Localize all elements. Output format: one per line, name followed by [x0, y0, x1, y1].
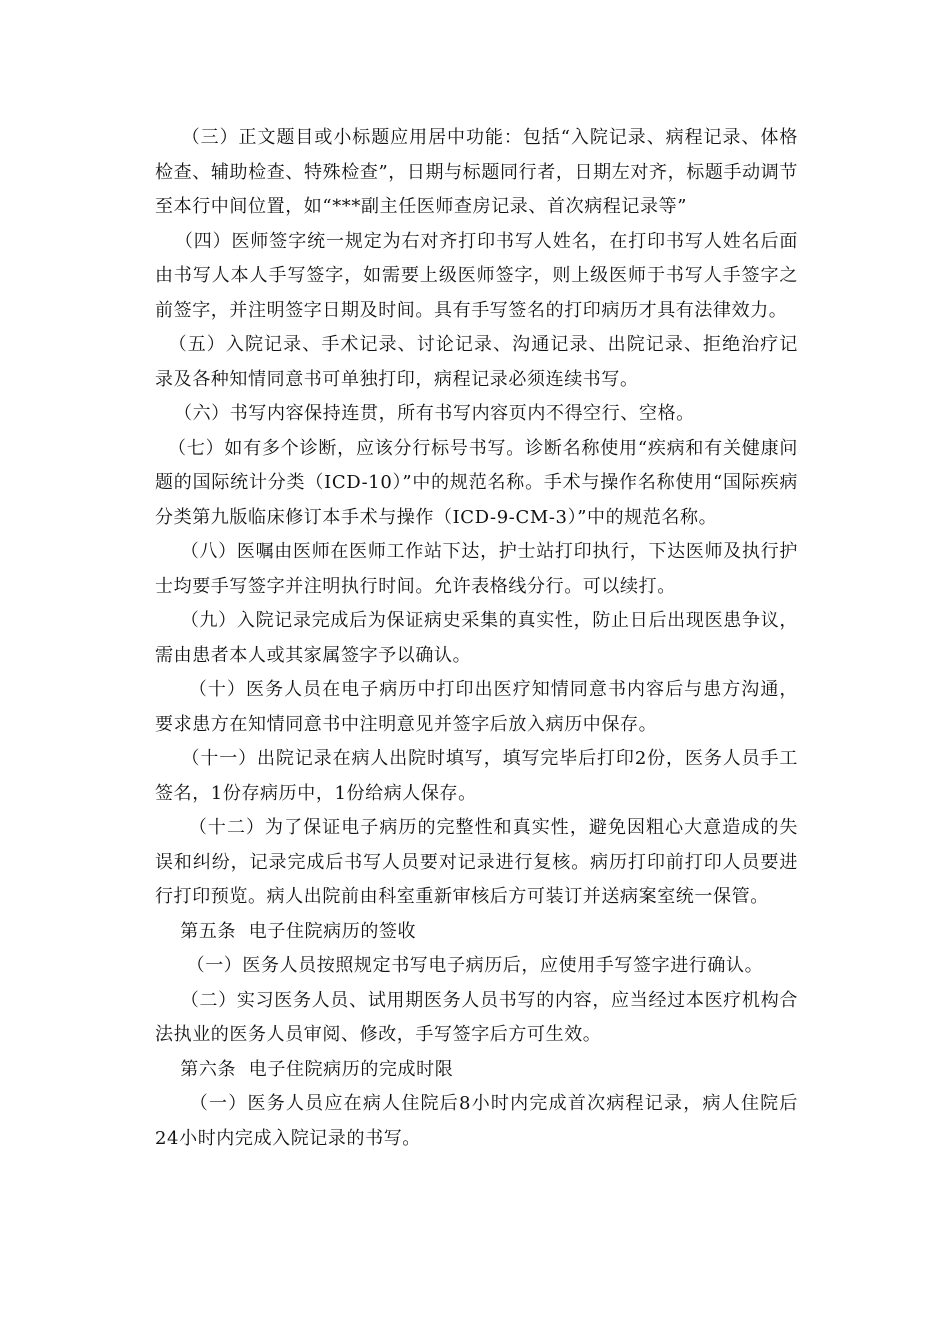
paragraph-10: （十）医务人员在电子病历中打印出医疗知情同意书内容后与患方沟通，要求患方在知情同意书中注明意见并签字后放入病历中保存。 [155, 679, 798, 735]
article-5-heading: 第五条 电子住院病历的签收 [155, 920, 417, 942]
paragraph-8: （八）医嘱由医师在医师工作站下达，护士站打印执行，下达医师及执行护士均要手写签字并注明执行时间。允许表格线分行。可以续打。 [155, 541, 799, 597]
paragraph-6: （六）书写内容保持连贯，所有书写内容页内不得空行、空格。 [155, 403, 695, 424]
paragraph-11: （十一）出院记录在病人出院时填写，填写完毕后打印2份，医务人员手工签名，1份存病历中，1份给病人保存。 [155, 748, 798, 804]
article-6-heading: 第六条 电子住院病历的完成时限 [155, 1058, 454, 1080]
paragraph-7: （七）如有多个诊断，应该分行标号书写。诊断名称使用“疾病和有关健康问题的国际统计分类（ICD-10）”中的规范名称。手术与操作名称使用“国际疾病分类第九版临床修订本手术与操作（ICD-9-CM-3）”中的规范名称。 [155, 437, 798, 528]
paragraph-5: （五）入院记录、手术记录、讨论记录、沟通记录、出院记录、拒绝治疗记录及各种知情同意书可单独打印，病程记录必须连续书写。 [155, 334, 798, 390]
article-5-item-1: （一）医务人员按照规定书写电子病历后，应使用手写签字进行确认。 [155, 955, 764, 976]
article-6-item-1: （一）医务人员应在病人住院后8小时内完成首次病程记录，病人住院后24小时内完成入院记录的书写。 [155, 1093, 799, 1149]
document-body [155, 121, 798, 1156]
paragraph-9: （九）入院记录完成后为保证病史采集的真实性，防止日后出现医患争议，需由患者本人或其家属签字予以确认。 [155, 610, 799, 666]
article-5-item-2: （二）实习医务人员、试用期医务人员书写的内容，应当经过本医疗机构合法执业的医务人员审阅、修改，手写签字后方可生效。 [155, 989, 799, 1045]
paragraph-4: （四）医师签字统一规定为右对齐打印书写人姓名，在打印书写人姓名后面由书写人本人手写签字，如需要上级医师签字，则上级医师于书写人手签字之前签字，并注明签字日期及时间。具有手写签名的打印病历才具有法律效力。 [155, 230, 798, 321]
paragraph-3: （三）正文题目或小标题应用居中功能：包括“入院记录、病程记录、体格检查、辅助检查、特殊检查”，日期与标题同行者，日期左对齐，标题手动调节至本行中间位置，如“***副主任医师查房记录、首次病程记录等” [155, 127, 798, 217]
paragraph-12: （十二）为了保证电子病历的完整性和真实性，避免因粗心大意造成的失误和纠纷，记录完成后书写人员要对记录进行复核。病历打印前打印人员要进行打印预览。病人出院前由科室重新审核后方可装订并送病案室统一保管。 [155, 817, 798, 907]
